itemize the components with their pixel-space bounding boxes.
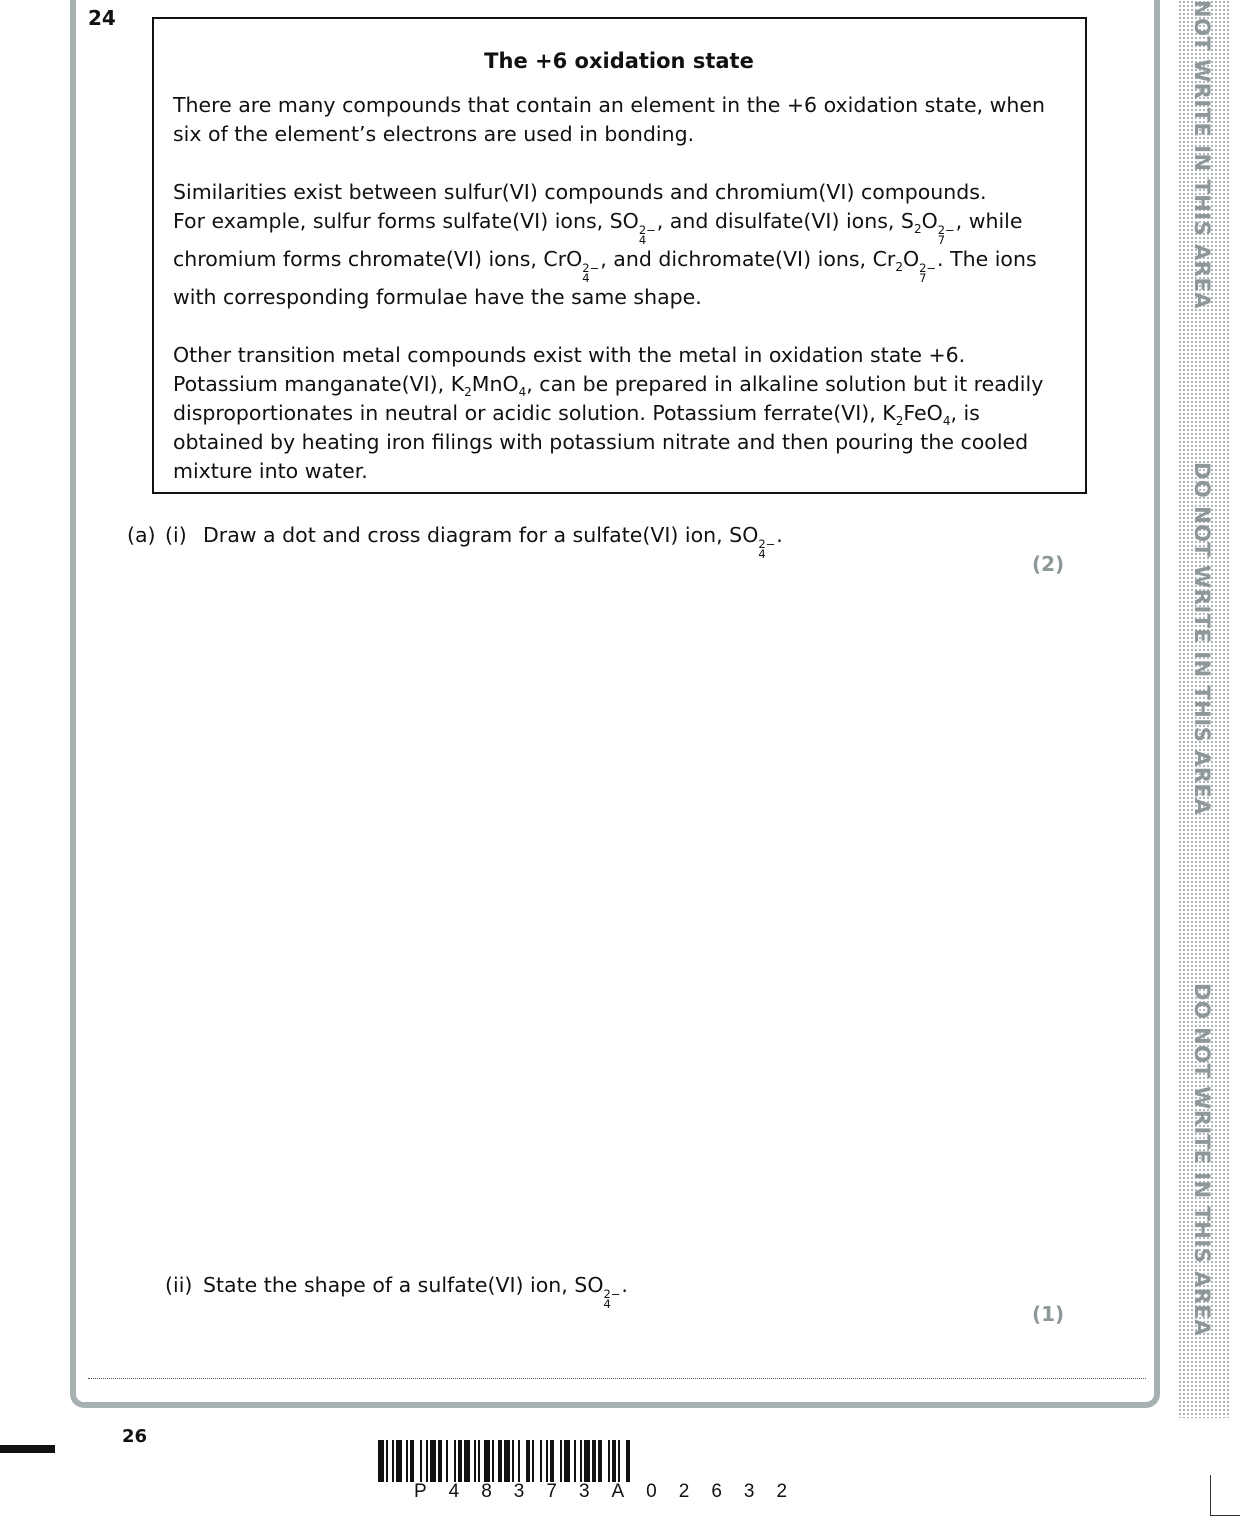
barcode-bar bbox=[458, 1440, 462, 1482]
barcode-bar bbox=[406, 1440, 408, 1482]
question-number: 24 bbox=[88, 6, 116, 30]
margin-warning-bottom: DO NOT WRITE IN THIS AREA bbox=[1190, 983, 1214, 1337]
barcode-bar bbox=[446, 1440, 448, 1482]
barcode-bar bbox=[584, 1440, 590, 1482]
ion-index: 2− 4 bbox=[603, 1287, 621, 1311]
ion-index: 2− 4 bbox=[582, 261, 600, 285]
question-a-i-text: Draw a dot and cross diagram for a sulfate(VI) ion, SO 2− 4 . bbox=[203, 523, 783, 561]
barcode-bar bbox=[504, 1440, 510, 1482]
barcode-bar bbox=[392, 1440, 394, 1482]
barcode-bar bbox=[492, 1440, 494, 1482]
ion-index: 2− 7 bbox=[937, 223, 955, 247]
barcode bbox=[378, 1440, 860, 1482]
barcode-bar bbox=[438, 1440, 442, 1482]
registration-mark bbox=[0, 1445, 55, 1453]
barcode-bar bbox=[396, 1440, 402, 1482]
barcode-bar bbox=[386, 1440, 388, 1482]
barcode-bar bbox=[478, 1440, 480, 1482]
barcode-bar bbox=[518, 1440, 520, 1482]
ion-index: 2− 7 bbox=[919, 261, 937, 285]
info-box bbox=[152, 17, 1087, 494]
barcode-bar bbox=[512, 1440, 514, 1482]
barcode-bar bbox=[608, 1440, 610, 1482]
barcode-bar bbox=[598, 1440, 602, 1482]
barcode-bar bbox=[546, 1440, 548, 1482]
marks-a-ii: (1) bbox=[1032, 1302, 1065, 1326]
barcode-bar bbox=[420, 1440, 422, 1482]
marks-a-i: (2) bbox=[1032, 552, 1065, 576]
barcode-bar bbox=[526, 1440, 530, 1482]
barcode-text: P48373A02632 bbox=[414, 1481, 810, 1502]
info-paragraph-3: Other transition metal compounds exist with the metal in oxidation state +6. Potassium manganate(VI), $K_2MnO_4$, can be prepared in alkaline solution but it readily disproportionates in neutral or acidic solution. Potassium ferrate(VI), $K_2FeO_4$, is obtained by heating iron filings with potassium nitrate and then pouring the cooled mixture into water. bbox=[173, 343, 1044, 483]
barcode-bar bbox=[574, 1440, 576, 1482]
barcode-bar bbox=[564, 1440, 570, 1482]
barcode-bar bbox=[454, 1440, 456, 1482]
barcode-bar bbox=[484, 1440, 490, 1482]
barcode-bar bbox=[550, 1440, 554, 1482]
barcode-bar bbox=[532, 1440, 534, 1482]
barcode-bar bbox=[540, 1440, 542, 1482]
question-a-label: (a) bbox=[127, 523, 156, 547]
barcode-bar bbox=[474, 1440, 476, 1482]
ion-index: 2− 4 bbox=[758, 537, 776, 561]
info-box-title: The +6 oxidation state bbox=[484, 49, 754, 73]
margin-warning-middle: DO NOT WRITE IN THIS AREA bbox=[1190, 462, 1214, 816]
barcode-bar bbox=[430, 1440, 436, 1482]
barcode-bar bbox=[426, 1440, 428, 1482]
corner-mark bbox=[1210, 1475, 1240, 1516]
question-a-ii-text: State the shape of a sulfate(VI) ion, SO 2− 4 . bbox=[203, 1273, 628, 1311]
page-number: 26 bbox=[122, 1426, 148, 1447]
barcode-bar bbox=[378, 1440, 384, 1482]
barcode-bar bbox=[612, 1440, 616, 1482]
ion-index: 2− 4 bbox=[638, 223, 656, 247]
barcode-bar bbox=[410, 1440, 414, 1482]
barcode-bar bbox=[626, 1440, 630, 1482]
barcode-bar bbox=[618, 1440, 620, 1482]
barcode-bar bbox=[560, 1440, 562, 1482]
info-paragraph-1: There are many compounds that contain an element in the +6 oxidation state, when six of the element’s electrons are used in bonding. bbox=[173, 93, 1046, 146]
margin-warning-top: NOT WRITE IN THIS AREA bbox=[1190, 0, 1214, 310]
answer-line[interactable] bbox=[88, 1378, 1146, 1379]
question-a-i-label: (i) bbox=[165, 523, 187, 547]
barcode-bar bbox=[592, 1440, 596, 1482]
barcode-bar bbox=[498, 1440, 502, 1482]
barcode-bar bbox=[464, 1440, 470, 1482]
question-a-ii-label: (ii) bbox=[165, 1273, 193, 1297]
info-paragraph-2: Similarities exist between sulfur(VI) compounds and chromium(VI) compounds. For example, sulfur forms sulfate(VI) ions, SO 2− 4 , and disulfate(VI) ions, $S_2O$ 2− 7 , while chromium forms chromate(VI) ions, CrO 2− 4 , and dichromate(VI) ions, $Cr_2O$ 2− 7 . The ions with corresponding formulae have the same shape. bbox=[173, 180, 1037, 309]
barcode-bar bbox=[580, 1440, 582, 1482]
